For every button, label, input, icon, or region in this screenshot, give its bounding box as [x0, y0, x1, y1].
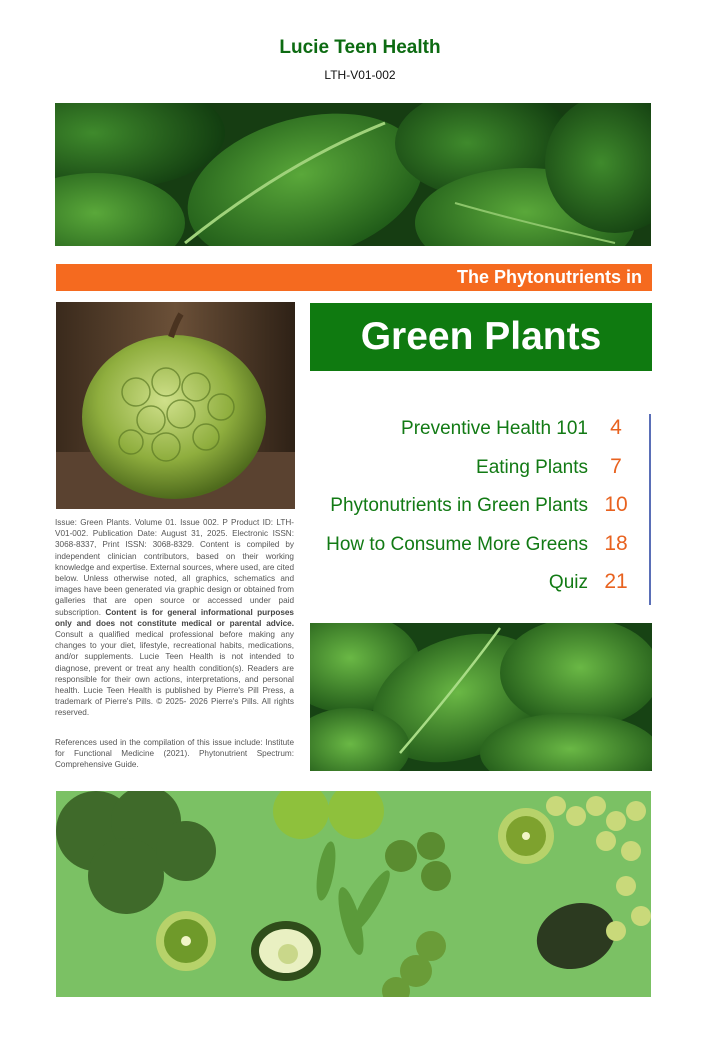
custard-apple-image	[56, 302, 295, 509]
toc-item-page: 18	[604, 531, 628, 555]
toc-item[interactable]	[300, 531, 646, 573]
legal-disclaimer-bold: Content is for general informational purposes only and does not constitute medical or parental advice.	[55, 607, 294, 628]
toc-item-page: 10	[604, 493, 628, 516]
main-title-box	[310, 303, 652, 371]
toc-item-page: 7	[610, 454, 622, 478]
references-text: References used in the compilation of this issue include: Institute for Functional Medicine (2021). Phytonutrient Spectrum: Comprehensive Guide.	[55, 738, 294, 770]
toc-item-label: Preventive Health 101	[401, 418, 588, 439]
toc-item-label: How to Consume More Greens	[326, 533, 588, 555]
table-of-contents	[300, 418, 646, 611]
spinach-leaves-image	[310, 623, 652, 771]
toc-item-page: 21	[604, 570, 628, 593]
toc-item-label: Phytonutrients in Green Plants	[330, 495, 588, 516]
toc-item[interactable]	[300, 572, 646, 611]
subtitle-text: The Phytonutrients in	[456, 267, 642, 287]
toc-item[interactable]	[300, 418, 646, 457]
toc-item-page: 4	[610, 416, 622, 439]
main-title: Green Plants	[360, 315, 602, 358]
toc-divider	[649, 414, 651, 605]
toc-item[interactable]	[300, 495, 646, 534]
legal-text-part2: Consult a qualified medical professional before making any changes to your diet, lifestyle, recreational habits, medications, and/or supplements. Lucie Teen Health is not intended to diagnose, prevent or treat any health condition(s). Readers are responsible for their own actions, interpretations, and personal health. Lucie Teen Health is published by Pierre's Pill Press, a trademark of Pierre's Pills. © 2025- 2026 Pierre's Pills. All rights reserved.	[55, 630, 294, 718]
legal-notice	[55, 517, 294, 719]
product-code: LTH-V01-002	[324, 68, 396, 82]
subtitle-band	[56, 264, 652, 291]
toc-item-label: Quiz	[548, 572, 588, 593]
green-vegetables-image	[56, 791, 651, 997]
publication-title: Lucie Teen Health	[279, 37, 441, 58]
toc-item-label: Eating Plants	[476, 456, 588, 478]
toc-item[interactable]	[300, 454, 646, 496]
spinach-hero-image	[55, 103, 651, 246]
legal-text-part1: Issue: Green Plants. Volume 01. Issue 002. P Product ID: LTH-V01-002. Publication Date: August 31, 2025. Electronic ISSN: 3068-8337, Print ISSN: 3068-8329. Content is compiled by independent clinician contributors, based on their working knowledge and expertise. External sources, where used, are cited below. Unless otherwise noted, all graphics, schematics and images have been generated via graphic design or obtained from galleries that are open source or accessed under paid subscription.	[55, 518, 294, 617]
